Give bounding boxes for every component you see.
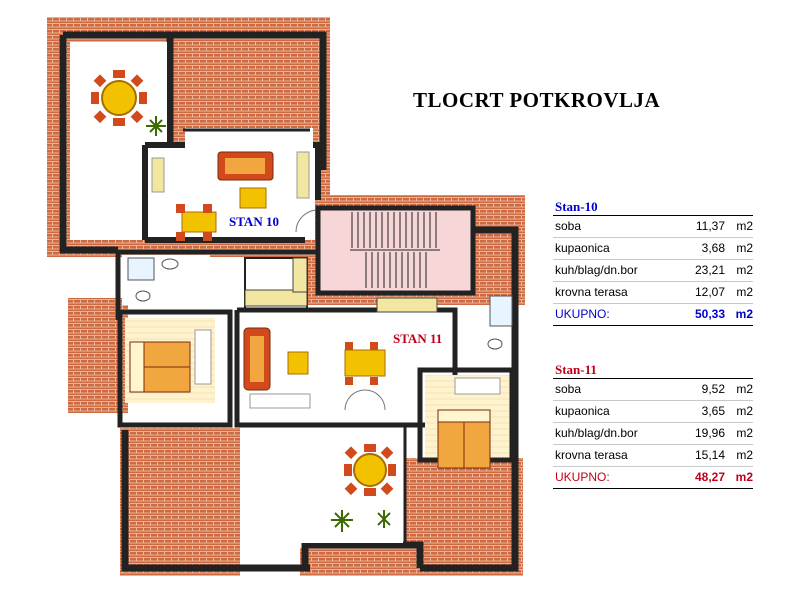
table-row — [553, 445, 753, 467]
table-row — [553, 423, 753, 445]
table-row — [553, 216, 753, 238]
table-row — [553, 260, 753, 282]
total-label: UKUPNO: — [555, 307, 610, 321]
area-table-stan11 — [553, 362, 753, 489]
stan11-bedroom — [420, 370, 512, 468]
room-area: 11,37 — [695, 219, 725, 233]
total-row — [553, 304, 753, 326]
stan10-bedroom — [120, 312, 230, 425]
total-unit: m2 — [735, 470, 753, 484]
room-area: 15,14 — [694, 448, 725, 462]
room-name: krovna terasa — [555, 448, 628, 462]
total-label: UKUPNO: — [555, 470, 610, 484]
room-area: 19,96 — [694, 426, 725, 440]
room-unit: m2 — [736, 382, 753, 396]
total-unit: m2 — [735, 307, 753, 321]
room-unit: m2 — [736, 448, 753, 462]
table-row — [553, 379, 753, 401]
room-name: kupaonica — [555, 404, 610, 418]
stairwell — [318, 208, 473, 293]
room-unit: m2 — [736, 404, 753, 418]
table-row — [553, 401, 753, 423]
room-unit: m2 — [736, 241, 753, 255]
room-area: 23,21 — [694, 263, 725, 277]
total-area: 50,33 — [694, 307, 725, 321]
room-name: soba — [555, 382, 582, 396]
room-name: kuh/blag/dn.bor — [555, 426, 638, 440]
table-row — [553, 282, 753, 304]
terrace-stan11 — [245, 425, 405, 545]
room-unit: m2 — [736, 426, 753, 440]
stan11-label: STAN 11 — [393, 331, 443, 346]
room-name: soba — [555, 219, 582, 233]
room-area: 3,68 — [701, 241, 725, 255]
table-title: Stan-11 — [555, 362, 597, 377]
room-area: 12,07 — [694, 285, 725, 299]
total-row — [553, 467, 753, 489]
room-name: kuh/blag/dn.bor — [555, 263, 638, 277]
room-name: kupaonica — [555, 241, 610, 255]
total-area: 48,27 — [694, 470, 725, 484]
room-unit: m2 — [736, 263, 753, 277]
table-title: Stan-10 — [555, 199, 598, 214]
stan10-label: STAN 10 — [229, 214, 279, 229]
room-area: 3,65 — [701, 404, 725, 418]
room-name: krovna terasa — [555, 285, 628, 299]
room-unit: m2 — [736, 285, 753, 299]
page-title: TLOCRT POTKROVLJA — [413, 88, 661, 112]
room-unit: m2 — [736, 219, 753, 233]
room-area: 9,52 — [701, 382, 725, 396]
table-row — [553, 238, 753, 260]
area-table-stan10 — [553, 199, 753, 326]
